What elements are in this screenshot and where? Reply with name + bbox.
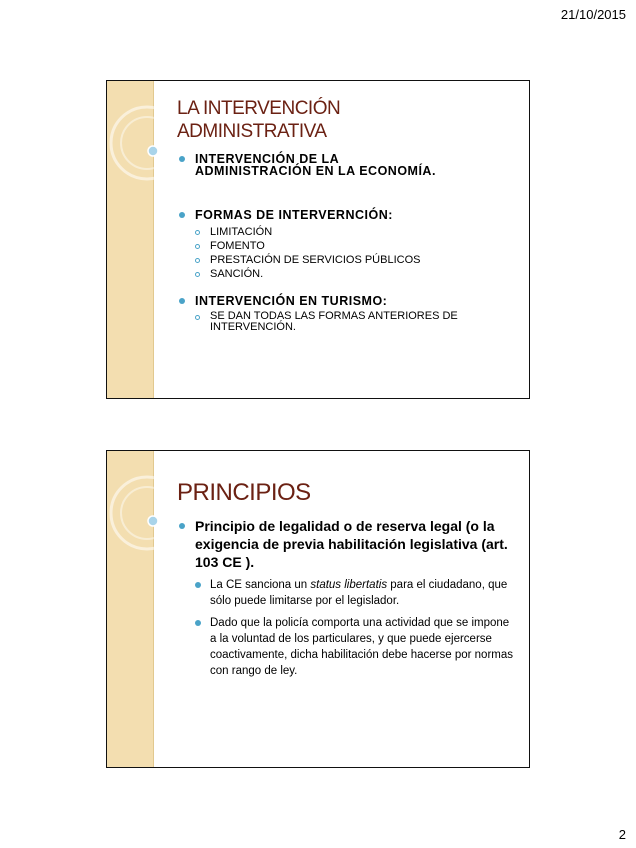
- slide-1: [106, 80, 530, 399]
- sub-list-item: Dado que la policía comporta una actividad que se impone a la voluntad de los particulares, y que puede ejercerse coactivamente, dicha habilitación debe hacerse por normas con rango de ley.: [195, 615, 513, 679]
- sub-bullet-icon: [195, 272, 200, 277]
- bullet-text: INTERVENCIÓN DE LA ADMINISTRACIÓN EN LA ECONOMÍA.: [195, 152, 436, 178]
- decorative-stripe: [107, 81, 154, 398]
- list-item: [177, 209, 513, 281]
- sub-list-item: SANCIÓN.: [195, 267, 513, 281]
- bullet-icon: [179, 523, 185, 529]
- sub-list: [195, 311, 513, 333]
- list-item: [177, 517, 513, 679]
- sub-list: [195, 577, 513, 679]
- date-label: 21/10/2015: [560, 7, 626, 22]
- page-number: 2: [618, 827, 626, 842]
- bullet-list: [177, 517, 513, 679]
- slide-2: [106, 450, 530, 768]
- title-line-1: LA INTERVENCIÓN: [177, 98, 341, 119]
- sub-bullet-icon: [195, 230, 200, 235]
- slide-title: [177, 97, 513, 143]
- bullet-text: FORMAS DE INTERVERNCIÓN:: [195, 208, 393, 222]
- bullet-text: Principio de legalidad o de reserva legal (o la exigencia de previa habilitación legislativa (art. 103 CE ).: [195, 518, 508, 570]
- title-line-2: ADMINISTRATIVA: [177, 121, 327, 142]
- bullet-list: [177, 153, 513, 333]
- bullet-icon: [179, 212, 185, 218]
- decorative-stripe: [107, 451, 154, 767]
- sub-bullet-icon: [195, 258, 200, 263]
- sub-bullet-icon: [195, 582, 201, 588]
- decorative-circles: [107, 81, 167, 281]
- sub-list-item: SE DAN TODAS LAS FORMAS ANTERIORES DE INTERVENCIÓN.: [195, 311, 513, 333]
- decorative-circles: [107, 451, 167, 651]
- sub-bullet-icon: [195, 620, 201, 626]
- sub-list: [195, 225, 513, 281]
- bullet-text: INTERVENCIÓN EN TURISMO:: [195, 294, 388, 308]
- bullet-icon: [179, 298, 185, 304]
- bullet-icon: [179, 156, 185, 162]
- slide-title: PRINCIPIOS: [177, 479, 311, 506]
- sub-list-item: La CE sanciona un status libertatis para el ciudadano, que sólo puede limitarse por el legislador.: [195, 577, 513, 609]
- sub-list-item: PRESTACIÓN DE SERVICIOS PÚBLICOS: [195, 253, 513, 267]
- sub-bullet-icon: [195, 315, 200, 320]
- list-item: [177, 153, 513, 177]
- sub-bullet-icon: [195, 244, 200, 249]
- sub-list-item: LIMITACIÓN: [195, 225, 513, 239]
- list-item: [177, 295, 513, 333]
- sub-list-item: FOMENTO: [195, 239, 513, 253]
